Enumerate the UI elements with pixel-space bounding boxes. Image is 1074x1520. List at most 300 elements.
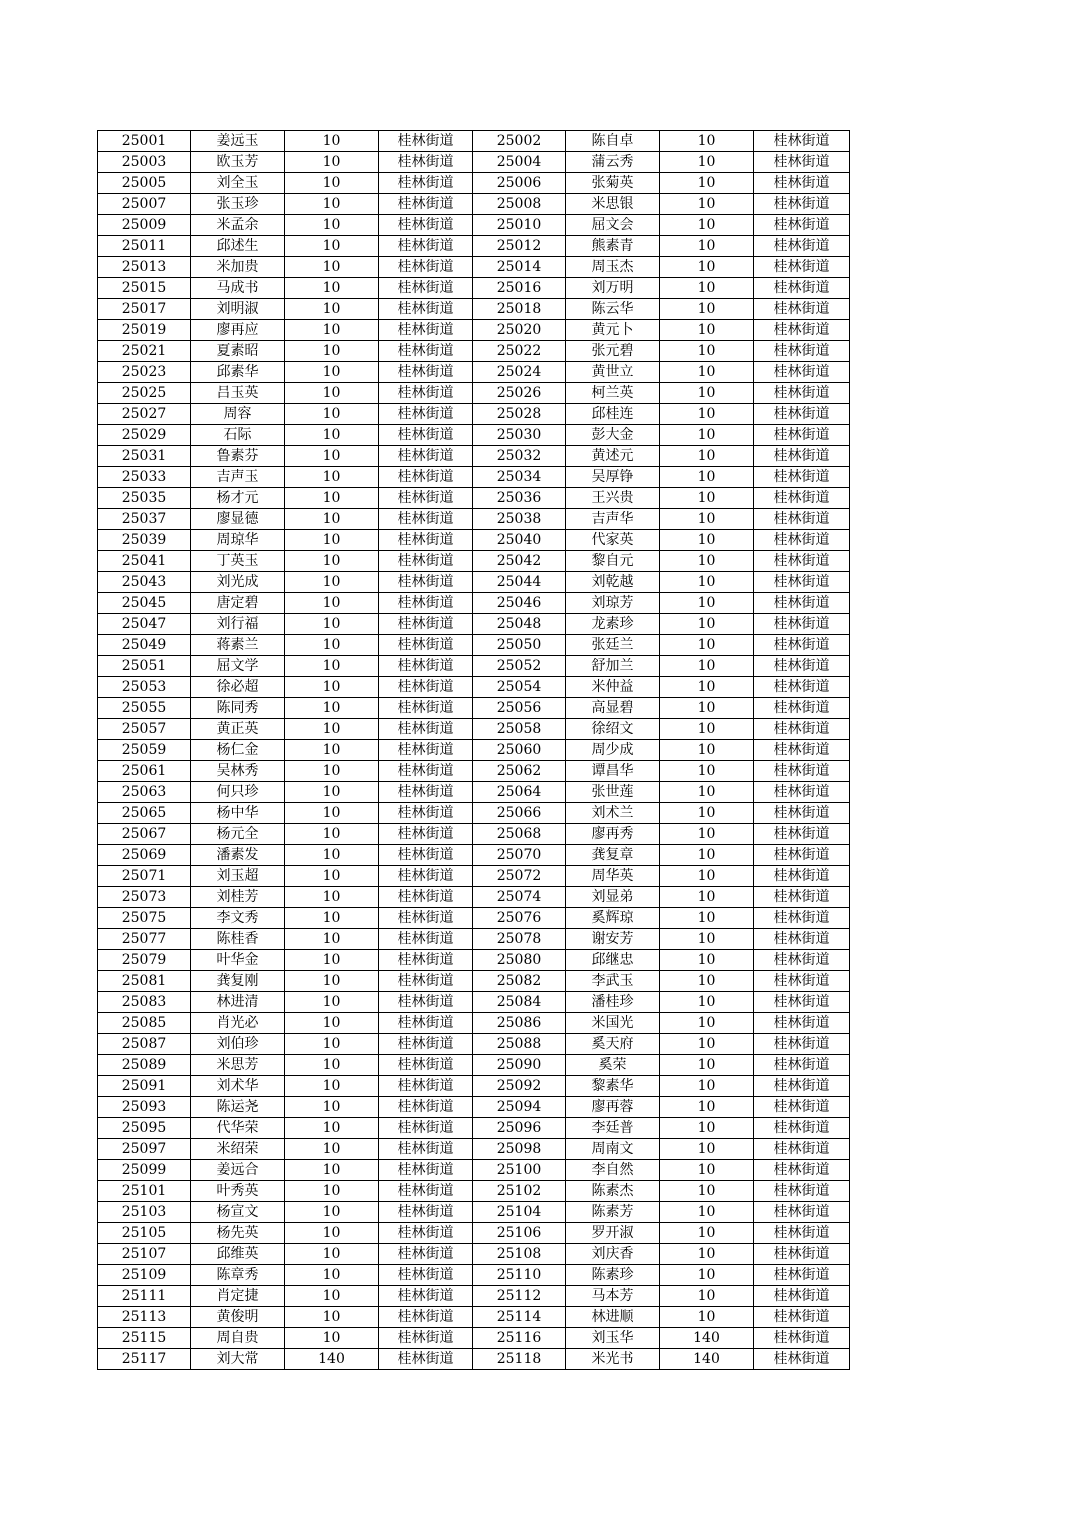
street-cell: 桂林街道 (754, 1097, 850, 1118)
street-cell: 桂林街道 (754, 341, 850, 362)
street-cell: 桂林街道 (754, 1202, 850, 1223)
id-cell: 25020 (473, 320, 566, 341)
table-row (98, 530, 850, 551)
street-cell: 桂林街道 (379, 1013, 473, 1034)
street-cell: 桂林街道 (754, 992, 850, 1013)
table-row (98, 1223, 850, 1244)
id-cell: 25039 (98, 530, 191, 551)
street-cell: 桂林街道 (379, 1202, 473, 1223)
name-cell: 黎素华 (566, 1076, 660, 1097)
table-row (98, 572, 850, 593)
name-cell: 鲁素芬 (191, 446, 285, 467)
amount-cell: 10 (660, 551, 754, 572)
amount-cell: 10 (285, 908, 379, 929)
name-cell: 张玉珍 (191, 194, 285, 215)
amount-cell: 10 (285, 698, 379, 719)
table-row (98, 929, 850, 950)
amount-cell: 10 (285, 740, 379, 761)
id-cell: 25024 (473, 362, 566, 383)
id-cell: 25105 (98, 1223, 191, 1244)
name-cell: 彭大金 (566, 425, 660, 446)
id-cell: 25109 (98, 1265, 191, 1286)
name-cell: 夏素昭 (191, 341, 285, 362)
amount-cell: 10 (660, 782, 754, 803)
name-cell: 刘全玉 (191, 173, 285, 194)
id-cell: 25104 (473, 1202, 566, 1223)
amount-cell: 10 (660, 824, 754, 845)
amount-cell: 10 (285, 488, 379, 509)
id-cell: 25004 (473, 152, 566, 173)
street-cell: 桂林街道 (379, 1139, 473, 1160)
amount-cell: 10 (660, 341, 754, 362)
name-cell: 黄世立 (566, 362, 660, 383)
street-cell: 桂林街道 (754, 530, 850, 551)
amount-cell: 10 (285, 1286, 379, 1307)
name-cell: 邱继忠 (566, 950, 660, 971)
id-cell: 25027 (98, 404, 191, 425)
name-cell: 黎自元 (566, 551, 660, 572)
amount-cell: 10 (285, 929, 379, 950)
name-cell: 屈文学 (191, 656, 285, 677)
amount-cell: 10 (285, 257, 379, 278)
name-cell: 唐定碧 (191, 593, 285, 614)
table-row (98, 341, 850, 362)
name-cell: 刘乾越 (566, 572, 660, 593)
id-cell: 25037 (98, 509, 191, 530)
amount-cell: 10 (660, 656, 754, 677)
amount-cell: 10 (285, 992, 379, 1013)
table-row (98, 593, 850, 614)
id-cell: 25016 (473, 278, 566, 299)
table-row (98, 950, 850, 971)
name-cell: 谢安芳 (566, 929, 660, 950)
street-cell: 桂林街道 (379, 845, 473, 866)
street-cell: 桂林街道 (754, 1055, 850, 1076)
name-cell: 米绍荣 (191, 1139, 285, 1160)
name-cell: 姜远合 (191, 1160, 285, 1181)
name-cell: 米孟余 (191, 215, 285, 236)
street-cell: 桂林街道 (379, 614, 473, 635)
name-cell: 米国光 (566, 1013, 660, 1034)
name-cell: 林进清 (191, 992, 285, 1013)
id-cell: 25069 (98, 845, 191, 866)
name-cell: 林进顺 (566, 1307, 660, 1328)
street-cell: 桂林街道 (379, 425, 473, 446)
name-cell: 周琼华 (191, 530, 285, 551)
street-cell: 桂林街道 (754, 656, 850, 677)
amount-cell: 10 (660, 215, 754, 236)
street-cell: 桂林街道 (754, 1349, 850, 1370)
name-cell: 屈文会 (566, 215, 660, 236)
table-row (98, 1328, 850, 1349)
name-cell: 何只珍 (191, 782, 285, 803)
name-cell: 黄元卜 (566, 320, 660, 341)
id-cell: 25100 (473, 1160, 566, 1181)
table-row (98, 1244, 850, 1265)
name-cell: 张世莲 (566, 782, 660, 803)
street-cell: 桂林街道 (754, 152, 850, 173)
street-cell: 桂林街道 (754, 929, 850, 950)
street-cell: 桂林街道 (754, 635, 850, 656)
street-cell: 桂林街道 (754, 488, 850, 509)
name-cell: 张廷兰 (566, 635, 660, 656)
name-cell: 熊素青 (566, 236, 660, 257)
id-cell: 25108 (473, 1244, 566, 1265)
street-cell: 桂林街道 (379, 362, 473, 383)
street-cell: 桂林街道 (754, 1328, 850, 1349)
amount-cell: 140 (660, 1328, 754, 1349)
id-cell: 25106 (473, 1223, 566, 1244)
street-cell: 桂林街道 (754, 1265, 850, 1286)
amount-cell: 10 (285, 677, 379, 698)
table-row (98, 1076, 850, 1097)
id-cell: 25113 (98, 1307, 191, 1328)
street-cell: 桂林街道 (379, 1118, 473, 1139)
table-row (98, 824, 850, 845)
name-cell: 肖定捷 (191, 1286, 285, 1307)
id-cell: 25056 (473, 698, 566, 719)
id-cell: 25068 (473, 824, 566, 845)
name-cell: 杨先英 (191, 1223, 285, 1244)
name-cell: 潘素发 (191, 845, 285, 866)
id-cell: 25009 (98, 215, 191, 236)
id-cell: 25012 (473, 236, 566, 257)
street-cell: 桂林街道 (379, 740, 473, 761)
table-row (98, 299, 850, 320)
id-cell: 25052 (473, 656, 566, 677)
amount-cell: 10 (660, 614, 754, 635)
name-cell: 黄正英 (191, 719, 285, 740)
amount-cell: 10 (660, 1055, 754, 1076)
name-cell: 叶秀英 (191, 1181, 285, 1202)
id-cell: 25031 (98, 446, 191, 467)
id-cell: 25095 (98, 1118, 191, 1139)
street-cell: 桂林街道 (379, 992, 473, 1013)
amount-cell: 10 (660, 236, 754, 257)
name-cell: 龚复刚 (191, 971, 285, 992)
name-cell: 廖再应 (191, 320, 285, 341)
amount-cell: 10 (285, 236, 379, 257)
table-row (98, 467, 850, 488)
street-cell: 桂林街道 (754, 1160, 850, 1181)
amount-cell: 10 (285, 1181, 379, 1202)
name-cell: 陈云华 (566, 299, 660, 320)
amount-cell: 10 (660, 572, 754, 593)
amount-cell: 10 (285, 1223, 379, 1244)
id-cell: 25074 (473, 887, 566, 908)
table-row (98, 1139, 850, 1160)
street-cell: 桂林街道 (754, 299, 850, 320)
id-cell: 25083 (98, 992, 191, 1013)
id-cell: 25018 (473, 299, 566, 320)
street-cell: 桂林街道 (754, 824, 850, 845)
name-cell: 奚天府 (566, 1034, 660, 1055)
table-row (98, 1118, 850, 1139)
street-cell: 桂林街道 (379, 257, 473, 278)
id-cell: 25030 (473, 425, 566, 446)
name-cell: 王兴贵 (566, 488, 660, 509)
name-cell: 邱素华 (191, 362, 285, 383)
street-cell: 桂林街道 (379, 887, 473, 908)
street-cell: 桂林街道 (379, 656, 473, 677)
id-cell: 25002 (473, 131, 566, 152)
street-cell: 桂林街道 (379, 782, 473, 803)
amount-cell: 10 (660, 1223, 754, 1244)
name-cell: 刘玉超 (191, 866, 285, 887)
id-cell: 25058 (473, 719, 566, 740)
amount-cell: 10 (660, 1286, 754, 1307)
amount-cell: 10 (660, 299, 754, 320)
street-cell: 桂林街道 (754, 1118, 850, 1139)
amount-cell: 10 (285, 278, 379, 299)
street-cell: 桂林街道 (754, 782, 850, 803)
street-cell: 桂林街道 (379, 1076, 473, 1097)
name-cell: 张菊英 (566, 173, 660, 194)
table-row (98, 215, 850, 236)
id-cell: 25071 (98, 866, 191, 887)
name-cell: 邱维英 (191, 1244, 285, 1265)
id-cell: 25070 (473, 845, 566, 866)
name-cell: 柯兰英 (566, 383, 660, 404)
name-cell: 高显碧 (566, 698, 660, 719)
id-cell: 25028 (473, 404, 566, 425)
name-cell: 石际 (191, 425, 285, 446)
amount-cell: 10 (285, 572, 379, 593)
street-cell: 桂林街道 (379, 824, 473, 845)
name-cell: 奚荣 (566, 1055, 660, 1076)
street-cell: 桂林街道 (379, 278, 473, 299)
amount-cell: 10 (660, 194, 754, 215)
spreadsheet-page (97, 130, 849, 1370)
id-cell: 25117 (98, 1349, 191, 1370)
id-cell: 25055 (98, 698, 191, 719)
street-cell: 桂林街道 (754, 551, 850, 572)
id-cell: 25081 (98, 971, 191, 992)
id-cell: 25060 (473, 740, 566, 761)
street-cell: 桂林街道 (379, 677, 473, 698)
amount-cell: 10 (660, 908, 754, 929)
name-cell: 米思芳 (191, 1055, 285, 1076)
id-cell: 25086 (473, 1013, 566, 1034)
id-cell: 25029 (98, 425, 191, 446)
id-cell: 25093 (98, 1097, 191, 1118)
street-cell: 桂林街道 (379, 446, 473, 467)
id-cell: 25092 (473, 1076, 566, 1097)
name-cell: 李文秀 (191, 908, 285, 929)
table-row (98, 1307, 850, 1328)
amount-cell: 10 (285, 1034, 379, 1055)
street-cell: 桂林街道 (379, 908, 473, 929)
street-cell: 桂林街道 (754, 572, 850, 593)
id-cell: 25044 (473, 572, 566, 593)
street-cell: 桂林街道 (754, 215, 850, 236)
id-cell: 25006 (473, 173, 566, 194)
id-cell: 25033 (98, 467, 191, 488)
table-body (98, 131, 850, 1370)
table-row (98, 656, 850, 677)
id-cell: 25107 (98, 1244, 191, 1265)
street-cell: 桂林街道 (754, 404, 850, 425)
amount-cell: 10 (285, 782, 379, 803)
table-row (98, 488, 850, 509)
name-cell: 吉声华 (566, 509, 660, 530)
amount-cell: 10 (285, 362, 379, 383)
amount-cell: 10 (285, 1265, 379, 1286)
table-row (98, 1034, 850, 1055)
table-row (98, 887, 850, 908)
id-cell: 25053 (98, 677, 191, 698)
street-cell: 桂林街道 (754, 1139, 850, 1160)
id-cell: 25048 (473, 614, 566, 635)
street-cell: 桂林街道 (379, 341, 473, 362)
id-cell: 25114 (473, 1307, 566, 1328)
street-cell: 桂林街道 (379, 530, 473, 551)
id-cell: 25003 (98, 152, 191, 173)
table-row (98, 635, 850, 656)
amount-cell: 10 (660, 887, 754, 908)
street-cell: 桂林街道 (379, 299, 473, 320)
table-row (98, 1349, 850, 1370)
id-cell: 25076 (473, 908, 566, 929)
name-cell: 陈桂香 (191, 929, 285, 950)
id-cell: 25072 (473, 866, 566, 887)
amount-cell: 10 (660, 1160, 754, 1181)
id-cell: 25035 (98, 488, 191, 509)
name-cell: 吕玉英 (191, 383, 285, 404)
id-cell: 25059 (98, 740, 191, 761)
amount-cell: 10 (285, 446, 379, 467)
name-cell: 陈章秀 (191, 1265, 285, 1286)
name-cell: 邱桂连 (566, 404, 660, 425)
name-cell: 谭昌华 (566, 761, 660, 782)
id-cell: 25065 (98, 803, 191, 824)
table-row (98, 152, 850, 173)
street-cell: 桂林街道 (379, 698, 473, 719)
name-cell: 欧玉芳 (191, 152, 285, 173)
id-cell: 25099 (98, 1160, 191, 1181)
amount-cell: 10 (285, 1307, 379, 1328)
amount-cell: 10 (660, 530, 754, 551)
id-cell: 25017 (98, 299, 191, 320)
name-cell: 杨中华 (191, 803, 285, 824)
amount-cell: 10 (285, 1244, 379, 1265)
amount-cell: 10 (660, 1097, 754, 1118)
id-cell: 25096 (473, 1118, 566, 1139)
id-cell: 25001 (98, 131, 191, 152)
amount-cell: 10 (285, 1139, 379, 1160)
name-cell: 刘术华 (191, 1076, 285, 1097)
id-cell: 25103 (98, 1202, 191, 1223)
name-cell: 米仲益 (566, 677, 660, 698)
amount-cell: 10 (285, 1202, 379, 1223)
street-cell: 桂林街道 (379, 467, 473, 488)
street-cell: 桂林街道 (379, 593, 473, 614)
street-cell: 桂林街道 (379, 1328, 473, 1349)
name-cell: 周容 (191, 404, 285, 425)
amount-cell: 10 (285, 1076, 379, 1097)
id-cell: 25043 (98, 572, 191, 593)
table-row (98, 845, 850, 866)
amount-cell: 10 (660, 635, 754, 656)
street-cell: 桂林街道 (754, 908, 850, 929)
id-cell: 25036 (473, 488, 566, 509)
id-cell: 25062 (473, 761, 566, 782)
id-cell: 25064 (473, 782, 566, 803)
amount-cell: 10 (660, 320, 754, 341)
street-cell: 桂林街道 (754, 866, 850, 887)
id-cell: 25032 (473, 446, 566, 467)
name-cell: 周南文 (566, 1139, 660, 1160)
name-cell: 吉声玉 (191, 467, 285, 488)
name-cell: 米光书 (566, 1349, 660, 1370)
name-cell: 罗开淑 (566, 1223, 660, 1244)
id-cell: 25111 (98, 1286, 191, 1307)
street-cell: 桂林街道 (379, 719, 473, 740)
street-cell: 桂林街道 (379, 488, 473, 509)
amount-cell: 10 (285, 950, 379, 971)
street-cell: 桂林街道 (754, 257, 850, 278)
street-cell: 桂林街道 (754, 971, 850, 992)
street-cell: 桂林街道 (754, 1244, 850, 1265)
amount-cell: 10 (660, 425, 754, 446)
amount-cell: 10 (285, 299, 379, 320)
table-row (98, 1202, 850, 1223)
name-cell: 刘光成 (191, 572, 285, 593)
amount-cell: 10 (660, 383, 754, 404)
street-cell: 桂林街道 (379, 152, 473, 173)
amount-cell: 10 (660, 992, 754, 1013)
street-cell: 桂林街道 (379, 572, 473, 593)
street-cell: 桂林街道 (379, 1265, 473, 1286)
id-cell: 25115 (98, 1328, 191, 1349)
amount-cell: 10 (660, 1076, 754, 1097)
name-cell: 刘琼芳 (566, 593, 660, 614)
street-cell: 桂林街道 (379, 761, 473, 782)
table-row (98, 1097, 850, 1118)
amount-cell: 10 (660, 1244, 754, 1265)
table-row (98, 1055, 850, 1076)
table-row (98, 677, 850, 698)
street-cell: 桂林街道 (754, 887, 850, 908)
id-cell: 25087 (98, 1034, 191, 1055)
name-cell: 陈素珍 (566, 1265, 660, 1286)
street-cell: 桂林街道 (379, 929, 473, 950)
street-cell: 桂林街道 (379, 194, 473, 215)
id-cell: 25101 (98, 1181, 191, 1202)
amount-cell: 10 (660, 257, 754, 278)
id-cell: 25063 (98, 782, 191, 803)
name-cell: 刘大常 (191, 1349, 285, 1370)
id-cell: 25116 (473, 1328, 566, 1349)
table-row (98, 194, 850, 215)
street-cell: 桂林街道 (754, 1076, 850, 1097)
id-cell: 25098 (473, 1139, 566, 1160)
amount-cell: 10 (285, 593, 379, 614)
amount-cell: 10 (285, 866, 379, 887)
table-row (98, 1181, 850, 1202)
street-cell: 桂林街道 (379, 215, 473, 236)
amount-cell: 10 (660, 488, 754, 509)
street-cell: 桂林街道 (379, 950, 473, 971)
table-row (98, 782, 850, 803)
name-cell: 丁英玉 (191, 551, 285, 572)
id-cell: 25045 (98, 593, 191, 614)
amount-cell: 10 (660, 761, 754, 782)
street-cell: 桂林街道 (754, 698, 850, 719)
table-row (98, 614, 850, 635)
name-cell: 杨才元 (191, 488, 285, 509)
table-row (98, 446, 850, 467)
